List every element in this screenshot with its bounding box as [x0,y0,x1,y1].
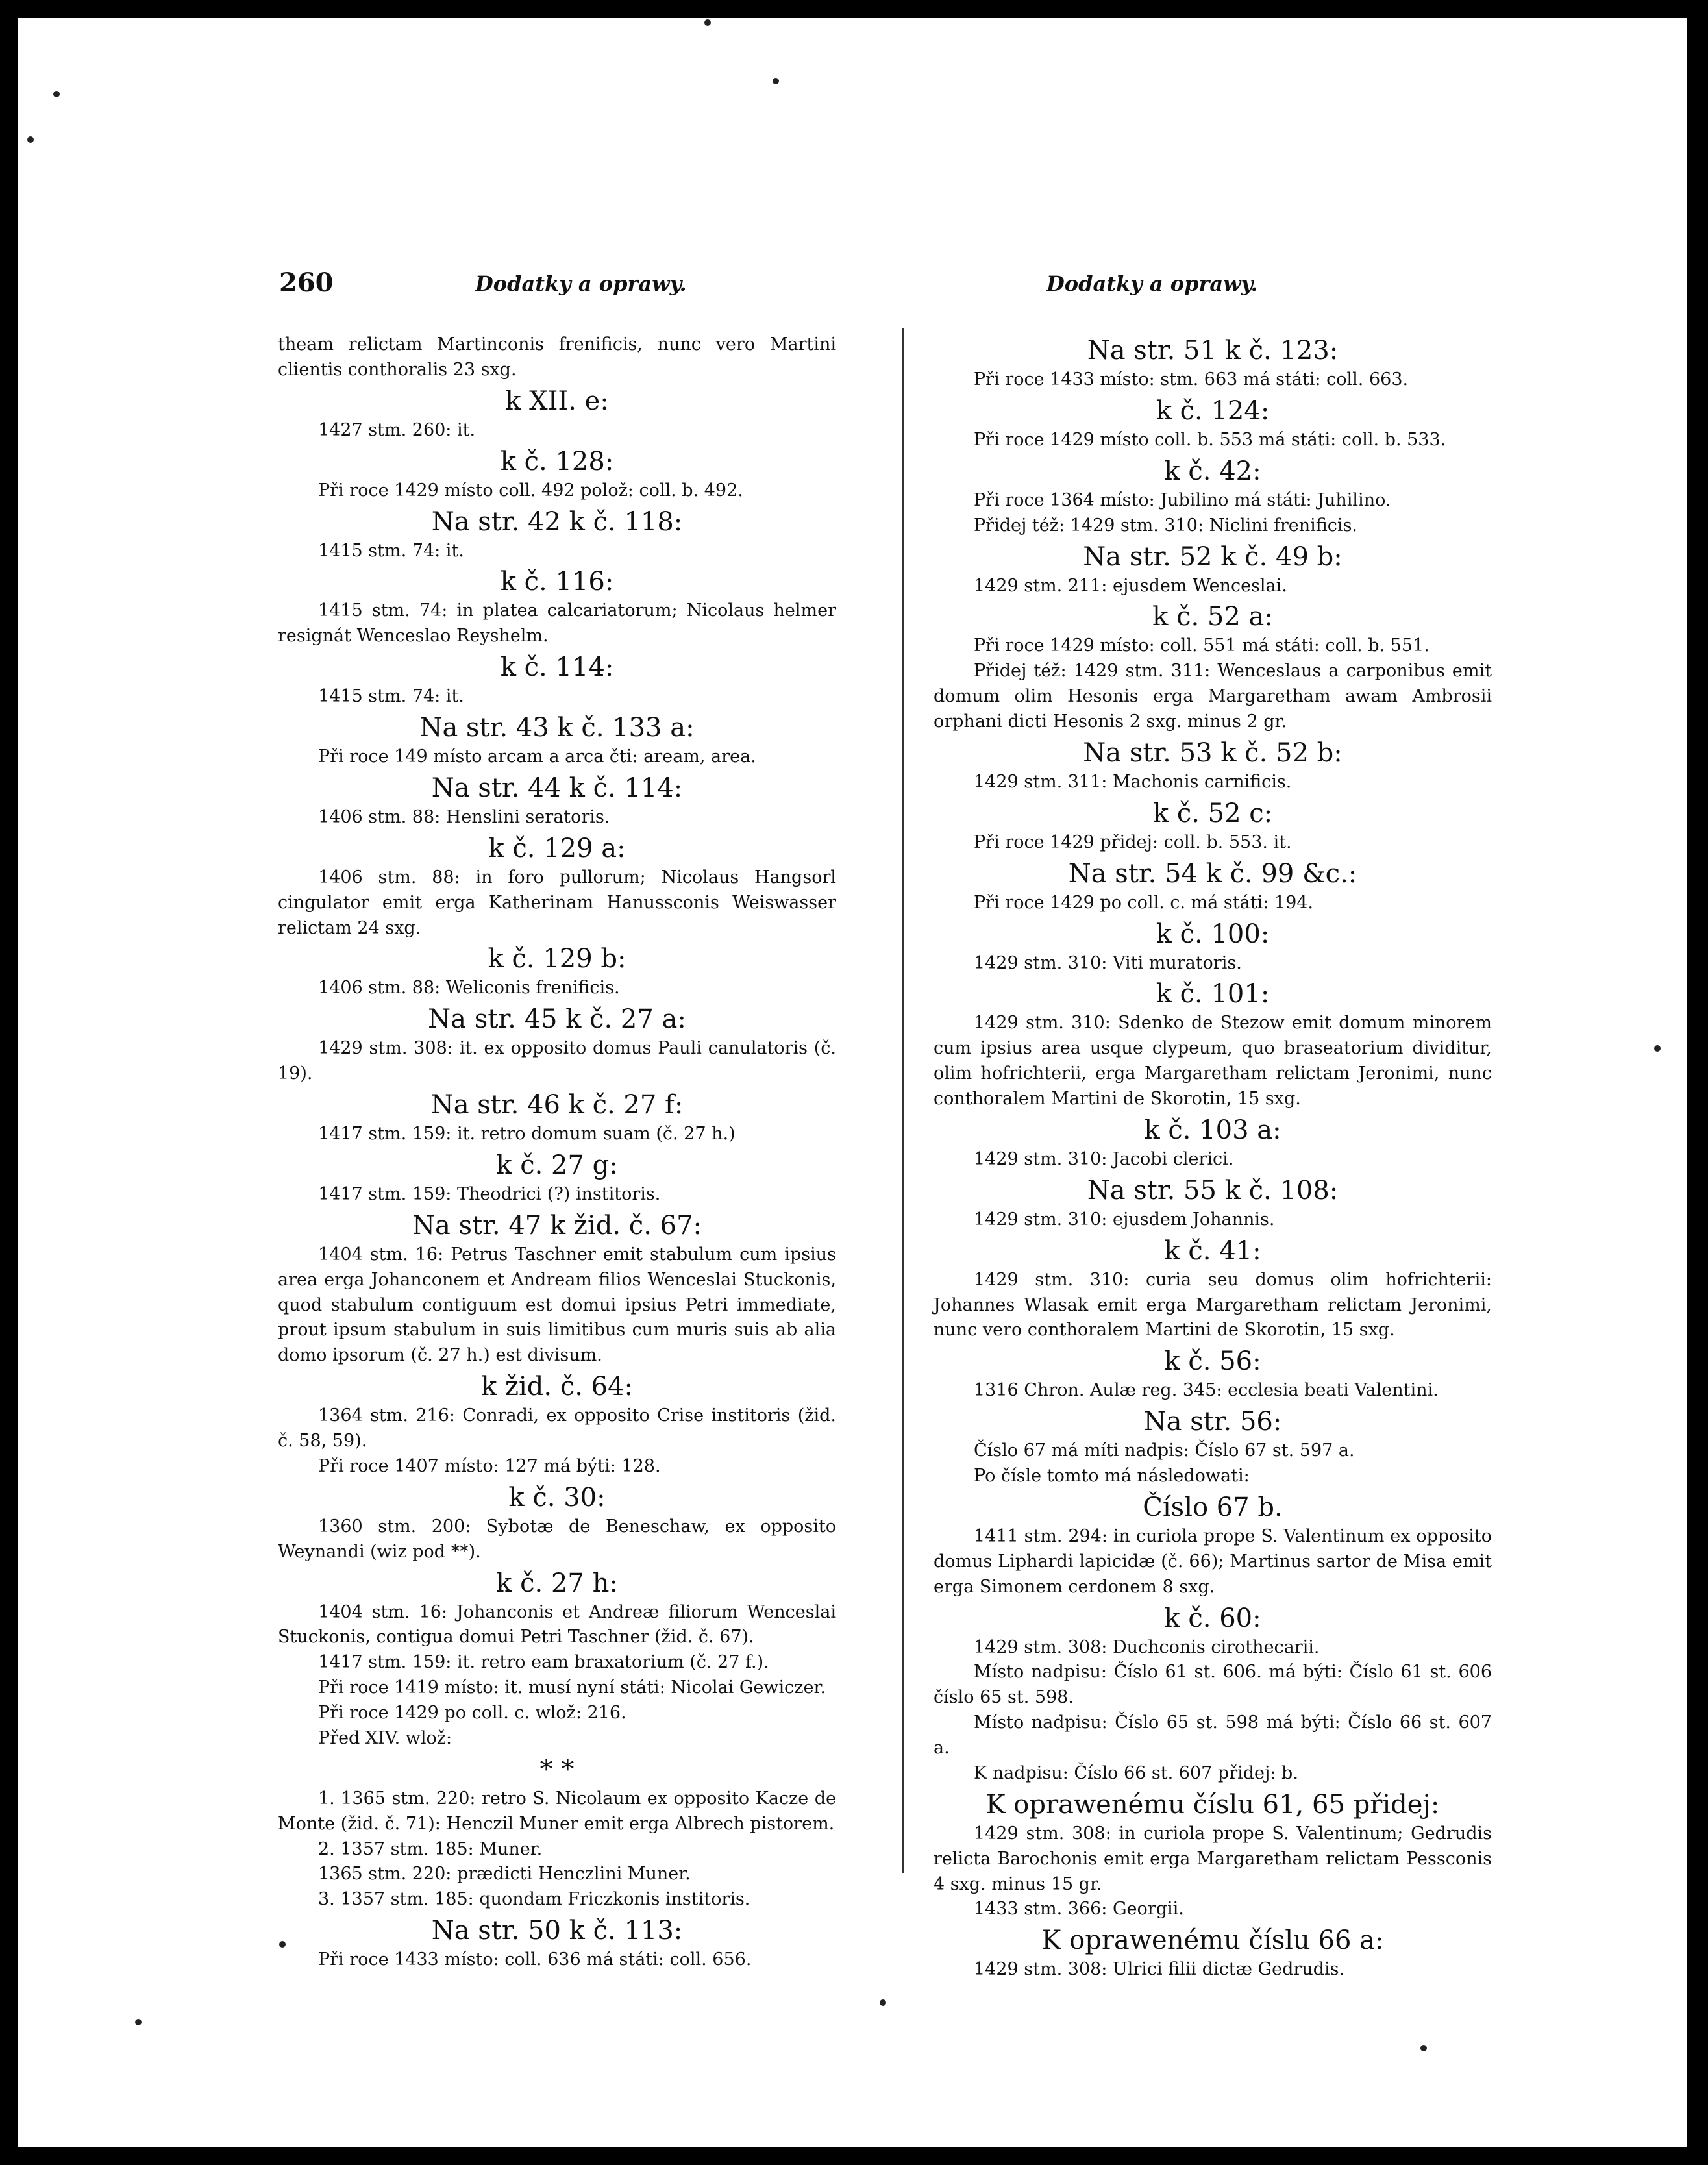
text-entry: 1316 Chron. Aulæ reg. 345: ecclesia beati Valentini. [974,1380,1439,1401]
section-heading: k č. 56: [1164,1346,1261,1377]
text-entry: 1429 stm. 211: ejusdem Wenceslai. [974,575,1287,596]
section-heading: k č. 129 a: [488,833,626,863]
section-heading: Na str. 47 k žid. č. 67: [412,1210,702,1241]
section-heading: Číslo 67 b. [1143,1492,1283,1522]
ink-speck [27,136,34,143]
section-heading: Na str. 51 k č. 123: [1087,336,1339,365]
section-heading: k č. 60: [1164,1603,1261,1633]
text-entry: Při roce 149 místo arcam a arca čti: aream, area. [318,747,756,767]
text-entry: 1427 stm. 260: it. [318,419,476,440]
text-entry: 1417 stm. 159: Theodrici (?) institoris. [318,1183,661,1204]
section-heading: k č. 52 a: [1152,602,1273,632]
text-entry: 1429 stm. 308: Duchconis cirothecarii. [974,1637,1320,1657]
section-heading: Na str. 46 k č. 27 f: [430,1090,684,1120]
section-heading: Na str. 55 k č. 108: [1087,1175,1339,1206]
text-entry: Po čísle tomto má následowati: [974,1466,1250,1486]
section-heading: Na str. 56: [1143,1407,1282,1437]
ink-speck [1420,2045,1427,2051]
text-entry: theam relictam Martinconis frenificis, nunc vero Martini clientis conthoralis 23 sxg. [278,334,836,380]
left-column [278,332,836,1973]
text-entry: 1406 stm. 88: Weliconis frenificis. [318,978,620,998]
section-heading: K oprawenému číslu 66 a: [1041,1925,1384,1956]
text-entry: 1415 stm. 74: it. [318,540,464,561]
text-entry: 1404 stm. 16: Petrus Taschner emit stabulum cum ipsius area erga Johanconem et Andream filios Wenceslai Stuckonis, quod stabulum contiguum est domui ipsius Petri immediate, prout ipsum stabulum in suis limitibus cum muris suis ab alia domo ipsorum (č. 27 h.) est divisum. [278,1244,836,1366]
text-entry: 1406 stm. 88: in foro pullorum; Nicolaus Hangsorl cingulator emit erga Katherinam Hanussconis Weiswasser relictam 24 sxg. [278,867,836,938]
text-entry: Při roce 1429 místo coll. b. 553 má státi: coll. b. 533. [974,429,1446,450]
text-entry: Při roce 1433 místo: coll. 636 má státi: coll. 656. [318,1949,752,1970]
text-entry: Číslo 67 má míti nadpis: Číslo 67 st. 597 a. [974,1441,1355,1461]
text-entry: 1404 stm. 16: Johanconis et Andreæ filiorum Wenceslai Stuckonis, contigua domui Petri Taschner (žid. č. 67). [278,1602,836,1648]
text-entry: 1411 stm. 294: in curiola prope S. Valentinum ex opposito domus Liphardi lapicidæ (č. 66); Martinus sartor de Misa emit erga Simonem cerdonem 8 sxg. [934,1526,1492,1597]
text-entry: 1415 stm. 74: it. [318,686,464,707]
section-heading: k č. 41: [1164,1235,1261,1266]
section-heading: k č. 116: [500,567,614,597]
text-entry: 1365 stm. 220: prædicti Henczlini Muner. [318,1864,691,1885]
text-entry: 1429 stm. 310: Jacobi clerici. [974,1148,1234,1169]
section-heading: Na str. 52 k č. 49 b: [1083,541,1343,572]
text-entry: 3. 1357 stm. 185: quondam Friczkonis institoris. [318,1889,750,1910]
text-entry: 1364 stm. 216: Conradi, ex opposito Crise institoris (žid. č. 58, 59). [278,1405,836,1451]
section-heading: Na str. 44 k č. 114: [431,773,683,803]
section-heading: Na str. 53 k č. 52 b: [1083,737,1343,768]
section-heading: K oprawenému číslu 61, 65 přidej: [985,1789,1440,1820]
section-heading: k č. 114: [500,652,614,683]
section-heading: k č. 42: [1164,456,1261,486]
text-entry: 1417 stm. 159: it. retro domum suam (č. 27 h.) [318,1124,736,1144]
section-heading: k XII. e: [505,386,609,416]
ink-speck [773,78,779,84]
section-heading: k č. 52 c: [1152,798,1273,828]
text-entry: 1429 stm. 308: Ulrici filii dictæ Gedrudis. [974,1959,1345,1980]
text-entry: Místo nadpisu: Číslo 65 st. 598 má býti: Číslo 66 st. 607 a. [934,1713,1492,1758]
text-entry: Při roce 1419 místo: it. musí nyní státi: Nicolai Gewiczer. [318,1677,826,1698]
ink-speck [135,2019,142,2025]
section-heading: Na str. 43 k č. 133 a: [419,713,695,743]
text-entry: Při roce 1407 místo: 127 má býti: 128. [318,1455,661,1476]
section-heading: * * [539,1754,575,1785]
text-entry: 1433 stm. 366: Georgii. [974,1899,1184,1920]
text-entry: 1429 stm. 311: Machonis carnificis. [974,771,1292,792]
section-heading: k č. 30: [508,1482,606,1513]
text-entry: Při roce 1364 místo: Jubilino má státi: Juhilino. [974,489,1391,510]
text-entry: Při roce 1429 místo: coll. 551 má státi: coll. b. 551. [974,636,1430,656]
text-entry: Při roce 1429 místo coll. 492 polož: coll. b. 492. [318,480,743,501]
running-head-right: Dodatky a oprawy. [1046,271,1258,296]
section-heading: Na str. 42 k č. 118: [431,506,683,537]
text-entry: K nadpisu: Číslo 66 st. 607 přidej: b. [974,1763,1298,1783]
ink-speck [1654,1045,1661,1052]
section-heading: k č. 103 a: [1144,1115,1281,1145]
section-heading: Na str. 50 k č. 113: [431,1916,683,1946]
text-entry: 1. 1365 stm. 220: retro S. Nicolaum ex opposito Kacze de Monte (žid. č. 71): Henczil Muner emit erga Albrech pistorem. [278,1788,836,1834]
text-entry: Při roce 1429 po coll. c. wlož: 216. [318,1703,626,1723]
column-divider [902,328,904,1873]
text-entry: Při roce 1433 místo: stm. 663 má státi: coll. 663. [974,369,1409,390]
text-entry: Při roce 1429 přidej: coll. b. 553. it. [974,832,1292,852]
text-entry: 1429 stm. 310: Sdenko de Stezow emit domum minorem cum ipsius area usque clypeum, quo braseatorium dividitur, olim hofrichterii, erga Margaretham relictam Jeronimi, nunc conthoralem Martini de Skorotin, 15 sxg. [934,1013,1492,1109]
section-heading: k č. 129 b: [488,944,626,974]
text-entry: Přidej též: 1429 stm. 311: Wenceslaus a carponibus emit domum olim Hesonis erga Margaretham awam Ambrosii orphani dicti Hesonis 2 sxg. minus 2 gr. [934,661,1492,732]
ink-speck [880,1999,886,2006]
section-heading: k č. 27 h: [496,1568,618,1598]
text-entry: 2. 1357 stm. 185: Muner. [318,1838,543,1859]
section-heading: k č. 101: [1156,979,1270,1009]
text-entry: 1429 stm. 310: Viti muratoris. [974,952,1242,973]
text-entry: Před XIV. wlož: [318,1727,452,1748]
text-entry: Přidej též: 1429 stm. 310: Niclini frenificis. [974,515,1358,536]
section-heading: Na str. 45 k č. 27 a: [428,1004,686,1035]
section-heading: k č. 124: [1156,395,1270,426]
section-heading: k č. 100: [1156,919,1270,949]
section-heading: k č. 27 g: [496,1150,618,1180]
text-entry: 1429 stm. 310: curia seu domus olim hofrichterii: Johannes Wlasak emit erga Margaretham relictam Jeronimi, nunc vero conthoralem Martini de Skorotin, 15 sxg. [934,1269,1492,1341]
text-entry: 1406 stm. 88: Henslini seratoris. [318,806,610,827]
text-entry: 1429 stm. 310: ejusdem Johannis. [974,1209,1275,1230]
section-heading: k žid. č. 64: [480,1372,634,1402]
section-heading: k č. 128: [500,446,614,476]
ink-speck [53,91,60,97]
section-heading: Na str. 54 k č. 99 &c.: [1068,858,1357,889]
text-entry: 1360 stm. 200: Sybotæ de Beneschaw, ex opposito Weynandi (wiz pod **). [278,1516,836,1562]
ink-speck [704,19,711,26]
right-column [934,332,1492,1983]
running-head-left: Dodatky a oprawy. [475,271,687,296]
text-entry: Při roce 1429 po coll. c. má státi: 194. [974,892,1314,913]
text-entry: 1415 stm. 74: in platea calcariatorum; Nicolaus helmer resignát Wenceslao Reyshelm. [278,600,836,647]
text-entry: 1417 stm. 159: it. retro eam braxatorium (č. 27 f.). [318,1652,769,1673]
page-number: 260 [279,267,334,298]
text-entry: 1429 stm. 308: in curiola prope S. Valentinum; Gedrudis relicta Barochonis emit erga Margaretham relictam Pessconis 4 sxg. minus 15 gr. [934,1823,1492,1894]
text-entry: Místo nadpisu: Číslo 61 st. 606. má býti: Číslo 61 st. 606 číslo 65 st. 598. [934,1662,1492,1708]
text-entry: 1429 stm. 308: it. ex opposito domus Pauli canulatoris (č. 19). [278,1038,836,1084]
